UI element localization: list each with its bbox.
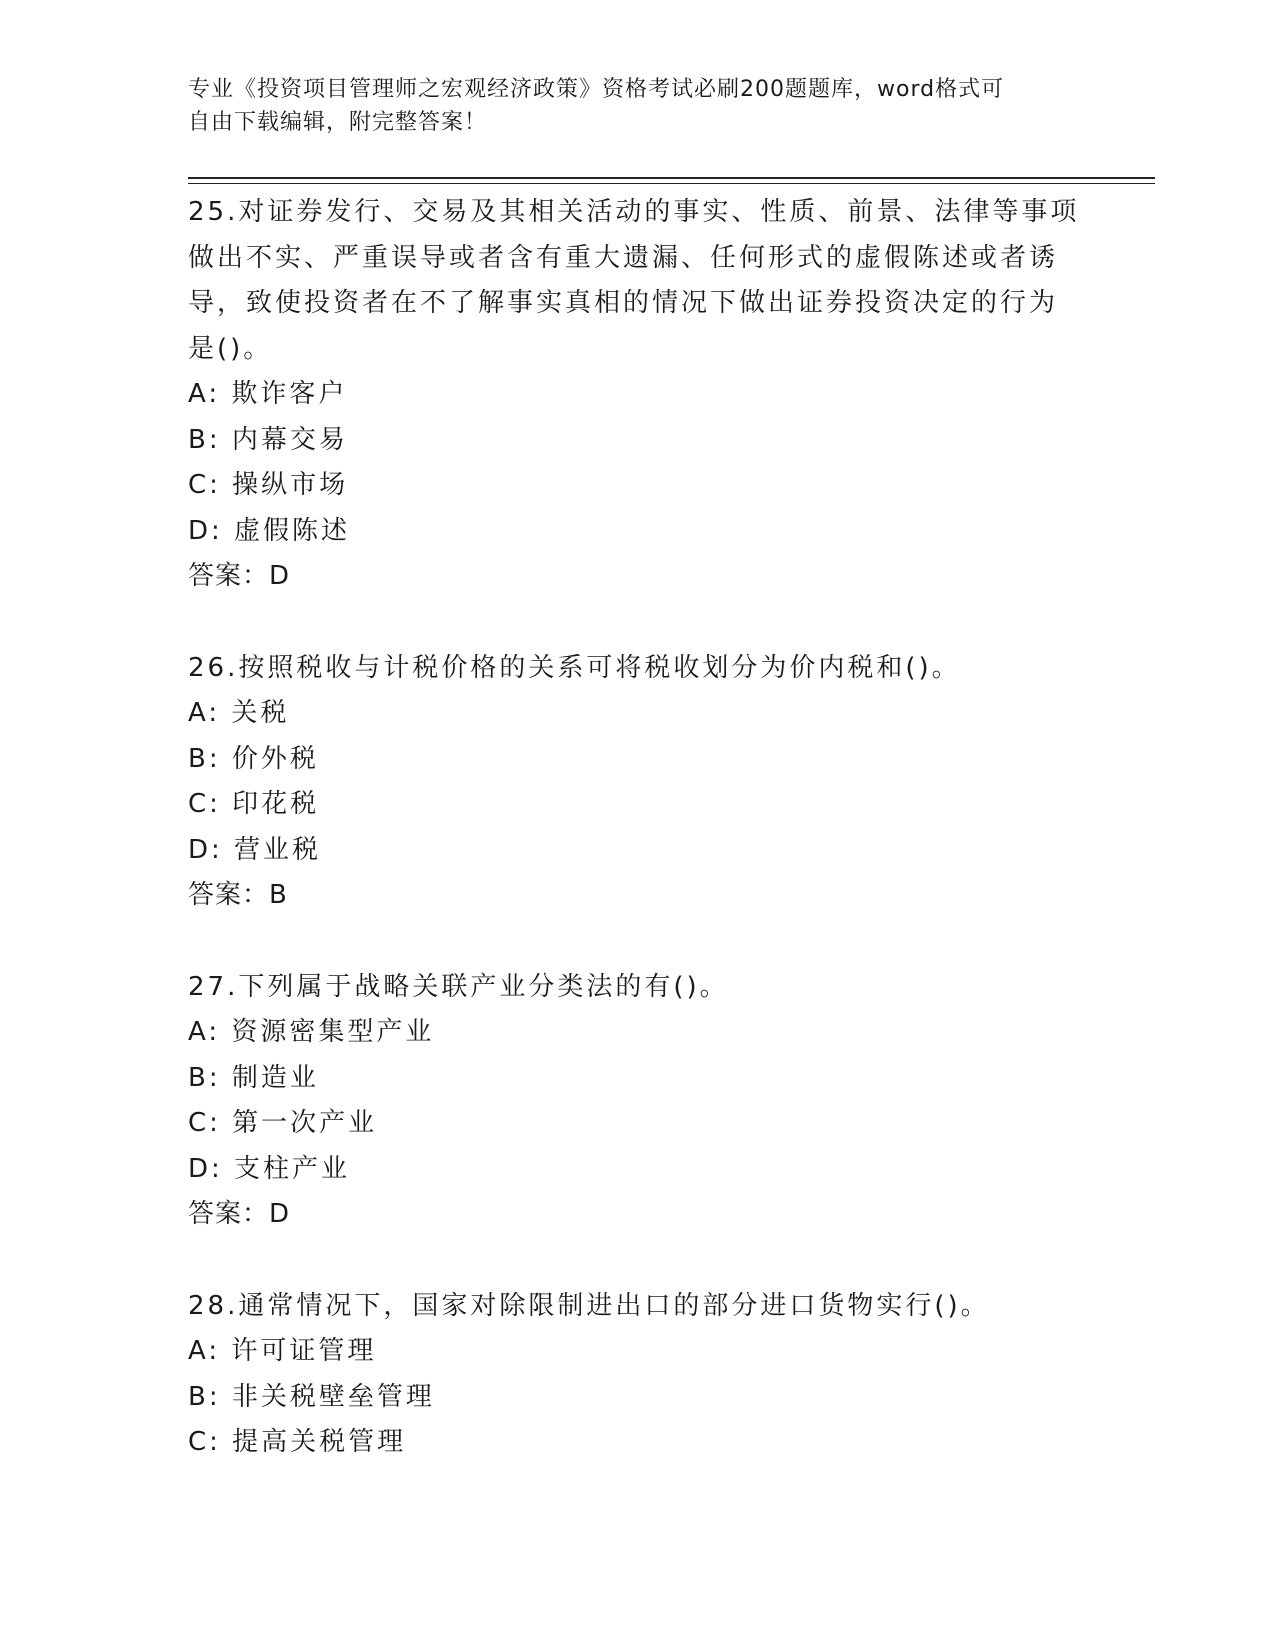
option-a: A: 许可证管理 xyxy=(188,1336,377,1366)
question-text-line: 导，致使投资者在不了解事实真相的情况下做出证券投资决定的行为 xyxy=(188,288,1059,318)
header-line-1: 专业《投资项目管理师之宏观经济政策》资格考试必刷200题题库，word格式可 xyxy=(188,77,1005,102)
option-b: B: 内幕交易 xyxy=(188,424,348,455)
answer-line: 答案：D xyxy=(188,1199,291,1229)
question-text-line: 27.下列属于战略关联产业分类法的有()。 xyxy=(188,971,729,1002)
option-c: C: 印花税 xyxy=(188,789,320,819)
option-c: C: 第一次产业 xyxy=(188,1108,378,1138)
option-a: A: 资源密集型产业 xyxy=(188,1017,435,1047)
header-divider-thick xyxy=(188,177,1155,179)
option-b: B: 非关税壁垒管理 xyxy=(188,1381,435,1412)
question-26 xyxy=(188,646,1088,919)
question-27 xyxy=(188,965,1088,1238)
option-a: A: 关税 xyxy=(188,698,290,728)
question-text-line: 是()。 xyxy=(188,333,273,364)
question-28 xyxy=(188,1284,1088,1466)
question-list xyxy=(188,190,1088,1466)
option-d: D: 支柱产业 xyxy=(188,1153,351,1184)
question-text-line: 26.按照税收与计税价格的关系可将税收划分为价内税和()。 xyxy=(188,652,961,683)
spacer xyxy=(188,1238,1088,1284)
question-text-line: 25.对证券发行、交易及其相关活动的事实、性质、前景、法律等事项 xyxy=(188,197,1080,227)
document-header xyxy=(188,73,1088,139)
option-b: B: 制造业 xyxy=(188,1062,319,1093)
option-c: C: 操纵市场 xyxy=(188,470,349,500)
spacer xyxy=(188,600,1088,646)
question-text-line: 28.通常情况下，国家对除限制进出口的部分进口货物实行()。 xyxy=(188,1290,990,1321)
option-d: D: 虚假陈述 xyxy=(188,515,351,546)
question-25 xyxy=(188,190,1088,600)
header-divider-thin xyxy=(188,183,1155,184)
answer-line: 答案：D xyxy=(188,561,291,591)
answer-line: 答案：B xyxy=(188,880,288,910)
option-c: C: 提高关税管理 xyxy=(188,1427,407,1457)
option-b: B: 价外税 xyxy=(188,743,319,774)
option-d: D: 营业税 xyxy=(188,834,322,865)
question-text-line: 做出不实、严重误导或者含有重大遗漏、任何形式的虚假陈述或者诱 xyxy=(188,242,1059,273)
header-line-2: 自由下载编辑，附完整答案！ xyxy=(188,110,488,135)
spacer xyxy=(188,919,1088,965)
option-a: A: 欺诈客户 xyxy=(188,379,348,409)
